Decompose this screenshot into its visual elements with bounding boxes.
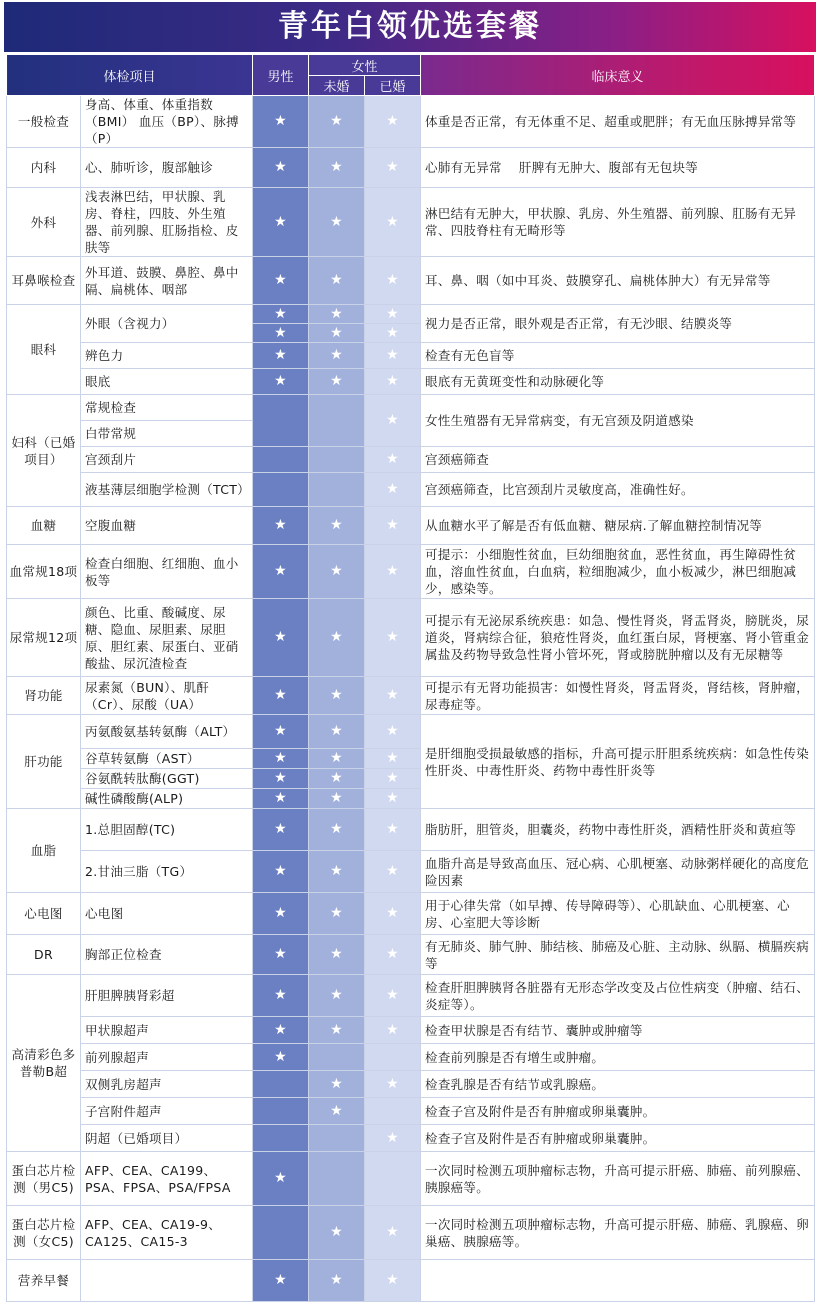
married-star-cell: ★ (365, 789, 421, 809)
married-star-cell: ★ (365, 148, 421, 188)
married-star-cell: ★ (365, 935, 421, 975)
table-row (7, 935, 815, 975)
married-star-cell: ★ (365, 447, 421, 473)
table-row (7, 1125, 815, 1152)
married-star-cell: ★ (365, 1260, 421, 1302)
married-star-cell: ★ (365, 257, 421, 305)
unmarried-star-cell: ★ (309, 545, 365, 599)
item-cell: 心电图 (81, 893, 253, 935)
table-row (7, 851, 815, 893)
significance-cell: 检查乳腺是否有结节或乳腺癌。 (421, 1071, 815, 1098)
married-star-cell: ★ (365, 769, 421, 789)
table-row (7, 1017, 815, 1044)
item-cell: 前列腺超声 (81, 1044, 253, 1071)
category-cell: 高清彩色多普勒B超 (7, 975, 81, 1152)
male-star-cell: ★ (253, 749, 309, 769)
male-star-cell: ★ (253, 809, 309, 851)
male-star-cell (253, 447, 309, 473)
item-cell: 子宫附件超声 (81, 1098, 253, 1125)
item-cell: 心、肺听诊，腹部触诊 (81, 148, 253, 188)
category-cell: 眼科 (7, 305, 81, 395)
unmarried-star-cell (309, 395, 365, 447)
married-star-cell: ★ (365, 545, 421, 599)
item-cell: 碱性磷酸酶(ALP) (81, 789, 253, 809)
table-row (7, 447, 815, 473)
table-row (7, 395, 815, 421)
table-row (7, 507, 815, 545)
significance-cell: 可提示有无肾功能损害：如慢性肾炎，肾盂肾炎，肾结核，肾肿瘤，尿毒症等。 (421, 677, 815, 715)
male-star-cell: ★ (253, 343, 309, 369)
unmarried-star-cell: ★ (309, 851, 365, 893)
table-row (7, 1152, 815, 1206)
male-star-cell: ★ (253, 96, 309, 148)
male-star-cell: ★ (253, 1152, 309, 1206)
male-star-cell: ★ (253, 1017, 309, 1044)
table-row (7, 1044, 815, 1071)
male-star-cell: ★ (253, 851, 309, 893)
unmarried-star-cell (309, 1152, 365, 1206)
significance-cell: 一次同时检测五项肿瘤标志物，升高可提示肝癌、肺癌、乳腺癌、卵巢癌、胰腺癌等。 (421, 1206, 815, 1260)
significance-cell: 视力是否正常，眼外观是否正常，有无沙眼、结膜炎等 (421, 305, 815, 343)
table-row (7, 1071, 815, 1098)
significance-cell: 血脂升高是导致高血压、冠心病、心肌梗塞、动脉粥样硬化的高度危险因素 (421, 851, 815, 893)
married-star-cell: ★ (365, 395, 421, 447)
item-cell: 谷草转氨酶（AST） (81, 749, 253, 769)
table-row (7, 1260, 815, 1302)
table-row (7, 599, 815, 677)
category-cell: 耳鼻喉检查 (7, 257, 81, 305)
item-cell: 浅表淋巴结，甲状腺、乳房、脊柱，四肢、外生殖器、前列腺、肛肠指检、皮肤等 (81, 188, 253, 257)
item-cell: 外眼（含视力） (81, 305, 253, 343)
unmarried-star-cell: ★ (309, 148, 365, 188)
item-cell: 检查白细胞、红细胞、血小板等 (81, 545, 253, 599)
table-row (7, 257, 815, 305)
male-star-cell: ★ (253, 148, 309, 188)
unmarried-star-cell: ★ (309, 975, 365, 1017)
item-cell: 外耳道、鼓膜、鼻腔、鼻中隔、扁桃体、咽部 (81, 257, 253, 305)
significance-cell: 有无肺炎、肺气肿、肺结核、肺癌及心脏、主动脉、纵膈、横膈疾病等 (421, 935, 815, 975)
male-star-cell: ★ (253, 599, 309, 677)
married-star-cell: ★ (365, 809, 421, 851)
male-star-cell: ★ (253, 677, 309, 715)
male-star-cell (253, 1125, 309, 1152)
married-star-cell: ★ (365, 975, 421, 1017)
married-star-cell: ★ (365, 343, 421, 369)
category-cell: 血常规18项 (7, 545, 81, 599)
married-star-cell: ★ (365, 599, 421, 677)
table-row (7, 1098, 815, 1125)
married-star-cell: ★ (365, 1125, 421, 1152)
male-star-cell (253, 395, 309, 447)
item-cell: 辨色力 (81, 343, 253, 369)
significance-cell: 用于心律失常（如早搏、传导障碍等）、心肌缺血、心肌梗塞、心房、心室肥大等诊断 (421, 893, 815, 935)
table-row (7, 545, 815, 599)
item-cell: 阴超（已婚项目） (81, 1125, 253, 1152)
unmarried-star-cell: ★ (309, 893, 365, 935)
married-star-cell: ★ (365, 507, 421, 545)
significance-cell: 检查肝胆脾胰肾各脏器有无形态学改变及占位性病变（肿瘤、结石、炎症等）。 (421, 975, 815, 1017)
category-cell: 内科 (7, 148, 81, 188)
significance-cell: 心肺有无异常 肝脾有无肿大、腹部有无包块等 (421, 148, 815, 188)
married-star-cell: ★ (365, 851, 421, 893)
table-body (7, 96, 815, 1302)
married-star-cell: ★ (365, 1017, 421, 1044)
significance-cell: 可提示有无泌尿系统疾患：如急、慢性肾炎，肾盂肾炎，膀胱炎，尿道炎，肾病综合征，狼疮性肾炎，血红蛋白尿，肾梗塞、肾小管重金属盐及药物导致急性肾小管坏死，肾或膀胱肿瘤以及有无尿糖等 (421, 599, 815, 677)
category-cell: 心电图 (7, 893, 81, 935)
unmarried-star-cell: ★ (309, 677, 365, 715)
male-star-cell: ★ (253, 893, 309, 935)
significance-cell: 是肝细胞受损最敏感的指标，升高可提示肝胆系统疾病：如急性传染性肝炎、中毒性肝炎、药物中毒性肝炎等 (421, 715, 815, 809)
male-star-cell: ★ (253, 1044, 309, 1071)
male-star-cell (253, 1071, 309, 1098)
header-female: 女性 (309, 55, 421, 76)
male-star-cell: ★ (253, 305, 309, 324)
item-cell: 谷氨酰转肽酶(GGT) (81, 769, 253, 789)
unmarried-star-cell: ★ (309, 507, 365, 545)
male-star-cell: ★ (253, 507, 309, 545)
item-cell (81, 1260, 253, 1302)
married-star-cell: ★ (365, 1206, 421, 1260)
male-star-cell: ★ (253, 975, 309, 1017)
significance-cell: 脂肪肝，胆管炎，胆囊炎，药物中毒性肝炎，酒精性肝炎和黄疸等 (421, 809, 815, 851)
table-row (7, 96, 815, 148)
header-male: 男性 (253, 55, 309, 96)
item-cell: 胸部正位检查 (81, 935, 253, 975)
category-cell: 肾功能 (7, 677, 81, 715)
male-star-cell: ★ (253, 1260, 309, 1302)
unmarried-star-cell: ★ (309, 257, 365, 305)
significance-cell: 宫颈癌筛查，比宫颈刮片灵敏度高，准确性好。 (421, 473, 815, 507)
male-star-cell: ★ (253, 769, 309, 789)
table-row (7, 715, 815, 749)
item-cell: 常规检查 (81, 395, 253, 421)
unmarried-star-cell: ★ (309, 369, 365, 395)
table-row (7, 893, 815, 935)
category-cell: DR (7, 935, 81, 975)
item-cell: 肝胆脾胰肾彩超 (81, 975, 253, 1017)
unmarried-star-cell: ★ (309, 1017, 365, 1044)
male-star-cell: ★ (253, 188, 309, 257)
category-cell: 肝功能 (7, 715, 81, 809)
item-cell: 丙氨酸氨基转氨酶（ALT） (81, 715, 253, 749)
unmarried-star-cell: ★ (309, 809, 365, 851)
category-cell: 蛋白芯片检测（女C5) (7, 1206, 81, 1260)
header-item: 体检项目 (7, 55, 253, 96)
married-star-cell: ★ (365, 473, 421, 507)
male-star-cell: ★ (253, 257, 309, 305)
table-row (7, 809, 815, 851)
item-cell: 身高、体重、体重指数（BMI） 血压（BP）、脉搏（P） (81, 96, 253, 148)
unmarried-star-cell (309, 1125, 365, 1152)
unmarried-star-cell: ★ (309, 1260, 365, 1302)
unmarried-star-cell: ★ (309, 324, 365, 343)
header-unmarried: 未婚 (309, 76, 365, 96)
male-star-cell (253, 1206, 309, 1260)
significance-cell: 女性生殖器有无异常病变，有无宫颈及阴道感染 (421, 395, 815, 447)
married-star-cell: ★ (365, 96, 421, 148)
married-star-cell: ★ (365, 188, 421, 257)
item-cell: 液基薄层细胞学检测（TCT） (81, 473, 253, 507)
married-star-cell: ★ (365, 677, 421, 715)
unmarried-star-cell: ★ (309, 789, 365, 809)
unmarried-star-cell (309, 447, 365, 473)
item-cell: AFP、CEA、CA19-9、CA125、CA15-3 (81, 1206, 253, 1260)
unmarried-star-cell: ★ (309, 935, 365, 975)
category-cell: 尿常规12项 (7, 599, 81, 677)
married-star-cell: ★ (365, 893, 421, 935)
male-star-cell (253, 1098, 309, 1125)
male-star-cell: ★ (253, 324, 309, 343)
significance-cell: 从血糖水平了解是否有低血糖、糖尿病.了解血糖控制情况等 (421, 507, 815, 545)
page-title: 青年白领优选套餐 (4, 2, 816, 52)
item-cell: 1.总胆固醇(TC) (81, 809, 253, 851)
significance-cell: 体重是否正常，有无体重不足、超重或肥胖；有无血压脉搏异常等 (421, 96, 815, 148)
male-star-cell: ★ (253, 935, 309, 975)
significance-cell: 淋巴结有无肿大，甲状腺、乳房、外生殖器、前列腺、肛肠有无异常、四肢脊柱有无畸形等 (421, 188, 815, 257)
unmarried-star-cell: ★ (309, 715, 365, 749)
unmarried-star-cell: ★ (309, 769, 365, 789)
married-star-cell (365, 1044, 421, 1071)
category-cell: 一般检查 (7, 96, 81, 148)
item-cell: AFP、CEA、CA199、PSA、FPSA、PSA/FPSA (81, 1152, 253, 1206)
category-cell: 外科 (7, 188, 81, 257)
married-star-cell (365, 1098, 421, 1125)
male-star-cell: ★ (253, 369, 309, 395)
header-married: 已婚 (365, 76, 421, 96)
category-cell: 妇科（已婚项目） (7, 395, 81, 507)
married-star-cell: ★ (365, 324, 421, 343)
item-cell: 尿素氮（BUN）、肌酐（Cr）、尿酸（UA） (81, 677, 253, 715)
table-row (7, 305, 815, 324)
item-cell: 2.甘油三脂（TG） (81, 851, 253, 893)
male-star-cell (253, 473, 309, 507)
significance-cell: 检查前列腺是否有增生或肿瘤。 (421, 1044, 815, 1071)
item-cell: 空腹血糖 (81, 507, 253, 545)
category-cell: 血脂 (7, 809, 81, 893)
checkup-table (6, 54, 815, 1302)
significance-cell: 检查甲状腺是否有结节、囊肿或肿瘤等 (421, 1017, 815, 1044)
table-row (7, 188, 815, 257)
unmarried-star-cell: ★ (309, 1206, 365, 1260)
significance-cell: 一次同时检测五项肿瘤标志物，升高可提示肝癌、肺癌、前列腺癌、胰腺癌等。 (421, 1152, 815, 1206)
table-row (7, 369, 815, 395)
item-cell: 白带常规 (81, 421, 253, 447)
male-star-cell: ★ (253, 545, 309, 599)
unmarried-star-cell: ★ (309, 1071, 365, 1098)
male-star-cell: ★ (253, 789, 309, 809)
table-row (7, 975, 815, 1017)
married-star-cell: ★ (365, 1071, 421, 1098)
item-cell: 眼底 (81, 369, 253, 395)
header-significance: 临床意义 (421, 55, 815, 96)
table-row (7, 1206, 815, 1260)
table-row (7, 677, 815, 715)
significance-cell: 检查子宫及附件是否有肿瘤或卵巢囊肿。 (421, 1098, 815, 1125)
category-cell: 蛋白芯片检测（男C5) (7, 1152, 81, 1206)
item-cell: 颜色、比重、酸碱度、尿糖、隐血、尿胆素、尿胆原、胆红素、尿蛋白、亚硝酸盐、尿沉渣检查 (81, 599, 253, 677)
unmarried-star-cell: ★ (309, 305, 365, 324)
significance-cell: 检查子宫及附件是否有肿瘤或卵巢囊肿。 (421, 1125, 815, 1152)
significance-cell: 眼底有无黄斑变性和动脉硬化等 (421, 369, 815, 395)
married-star-cell (365, 1152, 421, 1206)
significance-cell (421, 1260, 815, 1302)
unmarried-star-cell (309, 473, 365, 507)
married-star-cell: ★ (365, 369, 421, 395)
unmarried-star-cell: ★ (309, 1098, 365, 1125)
unmarried-star-cell: ★ (309, 749, 365, 769)
category-cell: 营养早餐 (7, 1260, 81, 1302)
significance-cell: 可提示：小细胞性贫血，巨幼细胞贫血，恶性贫血，再生障碍性贫血，溶血性贫血，白血病，粒细胞减少，血小板减少，淋巴细胞减少，感染等。 (421, 545, 815, 599)
significance-cell: 耳、鼻、咽（如中耳炎、鼓膜穿孔、扁桃体肿大）有无异常等 (421, 257, 815, 305)
male-star-cell: ★ (253, 715, 309, 749)
significance-cell: 检查有无色盲等 (421, 343, 815, 369)
married-star-cell: ★ (365, 749, 421, 769)
unmarried-star-cell: ★ (309, 343, 365, 369)
unmarried-star-cell: ★ (309, 96, 365, 148)
married-star-cell: ★ (365, 305, 421, 324)
unmarried-star-cell: ★ (309, 188, 365, 257)
item-cell: 双侧乳房超声 (81, 1071, 253, 1098)
item-cell: 宫颈刮片 (81, 447, 253, 473)
item-cell: 甲状腺超声 (81, 1017, 253, 1044)
married-star-cell: ★ (365, 715, 421, 749)
table-row (7, 343, 815, 369)
unmarried-star-cell (309, 1044, 365, 1071)
unmarried-star-cell: ★ (309, 599, 365, 677)
table-row (7, 148, 815, 188)
category-cell: 血糖 (7, 507, 81, 545)
table-row (7, 473, 815, 507)
significance-cell: 宫颈癌筛查 (421, 447, 815, 473)
